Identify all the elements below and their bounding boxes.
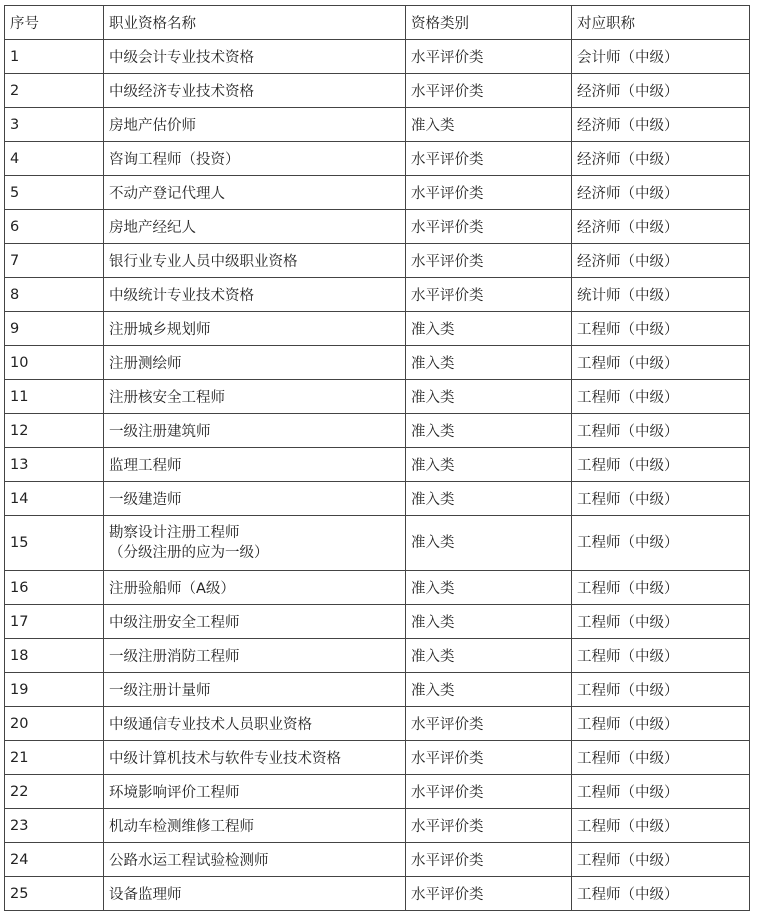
cell-name: 环境影响评价工程师	[104, 775, 406, 809]
cell-category: 准入类	[406, 605, 572, 639]
cell-name: 中级计算机技术与软件专业技术资格	[104, 741, 406, 775]
cell-name: 一级注册建筑师	[104, 414, 406, 448]
table-row	[5, 210, 750, 244]
cell-no: 3	[5, 108, 104, 142]
header-row	[5, 6, 750, 40]
cell-title: 经济师（中级）	[572, 210, 750, 244]
cell-name	[104, 516, 406, 571]
cell-title: 工程师（中级）	[572, 380, 750, 414]
cell-title: 工程师（中级）	[572, 414, 750, 448]
cell-name: 中级注册安全工程师	[104, 605, 406, 639]
cell-no: 1	[5, 40, 104, 74]
cell-no: 22	[5, 775, 104, 809]
cell-title: 工程师（中级）	[572, 448, 750, 482]
cell-category: 水平评价类	[406, 809, 572, 843]
cell-no: 24	[5, 843, 104, 877]
table-row	[5, 639, 750, 673]
table-row	[5, 448, 750, 482]
cell-category: 准入类	[406, 639, 572, 673]
cell-name: 注册测绘师	[104, 346, 406, 380]
cell-no: 9	[5, 312, 104, 346]
cell-name: 一级注册消防工程师	[104, 639, 406, 673]
cell-category: 水平评价类	[406, 843, 572, 877]
cell-name: 注册验船师（A级）	[104, 571, 406, 605]
table-row	[5, 843, 750, 877]
table-row	[5, 516, 750, 571]
table-row	[5, 775, 750, 809]
cell-name: 中级统计专业技术资格	[104, 278, 406, 312]
cell-title: 工程师（中级）	[572, 482, 750, 516]
table-row	[5, 673, 750, 707]
cell-no: 11	[5, 380, 104, 414]
cell-name: 注册核安全工程师	[104, 380, 406, 414]
cell-category: 水平评价类	[406, 877, 572, 911]
cell-name-line2: （分级注册的应为一级）	[109, 545, 269, 561]
cell-title: 工程师（中级）	[572, 516, 750, 571]
cell-name: 中级通信专业技术人员职业资格	[104, 707, 406, 741]
cell-category: 准入类	[406, 482, 572, 516]
table-body	[5, 40, 750, 911]
cell-title: 工程师（中级）	[572, 346, 750, 380]
cell-title: 工程师（中级）	[572, 571, 750, 605]
cell-no: 14	[5, 482, 104, 516]
table-row	[5, 707, 750, 741]
cell-no: 5	[5, 176, 104, 210]
cell-category: 准入类	[406, 516, 572, 571]
header-title: 对应职称	[572, 6, 750, 40]
cell-no: 25	[5, 877, 104, 911]
cell-title: 工程师（中级）	[572, 809, 750, 843]
cell-name: 一级建造师	[104, 482, 406, 516]
table-row	[5, 74, 750, 108]
table-row	[5, 482, 750, 516]
cell-name: 房地产估价师	[104, 108, 406, 142]
cell-name: 公路水运工程试验检测师	[104, 843, 406, 877]
cell-title: 工程师（中级）	[572, 877, 750, 911]
cell-name: 注册城乡规划师	[104, 312, 406, 346]
cell-title: 会计师（中级）	[572, 40, 750, 74]
table-row	[5, 877, 750, 911]
cell-name: 房地产经纪人	[104, 210, 406, 244]
cell-category: 准入类	[406, 673, 572, 707]
table-row	[5, 142, 750, 176]
cell-title: 工程师（中级）	[572, 639, 750, 673]
cell-no: 13	[5, 448, 104, 482]
cell-category: 准入类	[406, 312, 572, 346]
header-no: 序号	[5, 6, 104, 40]
cell-no: 7	[5, 244, 104, 278]
cell-category: 准入类	[406, 346, 572, 380]
cell-no: 18	[5, 639, 104, 673]
table-row	[5, 244, 750, 278]
cell-title: 工程师（中级）	[572, 775, 750, 809]
cell-no: 12	[5, 414, 104, 448]
cell-name: 中级经济专业技术资格	[104, 74, 406, 108]
cell-category: 水平评价类	[406, 142, 572, 176]
cell-title: 经济师（中级）	[572, 142, 750, 176]
cell-name: 中级会计专业技术资格	[104, 40, 406, 74]
table-row	[5, 605, 750, 639]
cell-category: 水平评价类	[406, 278, 572, 312]
cell-no: 4	[5, 142, 104, 176]
cell-title: 工程师（中级）	[572, 707, 750, 741]
cell-name: 监理工程师	[104, 448, 406, 482]
cell-name: 咨询工程师（投资）	[104, 142, 406, 176]
cell-category: 准入类	[406, 414, 572, 448]
cell-no: 19	[5, 673, 104, 707]
cell-category: 准入类	[406, 380, 572, 414]
table-row	[5, 312, 750, 346]
header-category: 资格类别	[406, 6, 572, 40]
table-row	[5, 176, 750, 210]
cell-category: 准入类	[406, 108, 572, 142]
cell-category: 准入类	[406, 448, 572, 482]
cell-name-line1: 勘察设计注册工程师	[109, 525, 240, 541]
cell-category: 水平评价类	[406, 775, 572, 809]
cell-no: 8	[5, 278, 104, 312]
cell-title: 经济师（中级）	[572, 108, 750, 142]
cell-category: 水平评价类	[406, 741, 572, 775]
cell-no: 15	[5, 516, 104, 571]
table-row	[5, 278, 750, 312]
cell-title: 经济师（中级）	[572, 244, 750, 278]
table-row	[5, 414, 750, 448]
table-row	[5, 380, 750, 414]
cell-title: 工程师（中级）	[572, 741, 750, 775]
cell-no: 23	[5, 809, 104, 843]
cell-title: 统计师（中级）	[572, 278, 750, 312]
cell-category: 水平评价类	[406, 210, 572, 244]
cell-no: 2	[5, 74, 104, 108]
cell-no: 10	[5, 346, 104, 380]
cell-no: 21	[5, 741, 104, 775]
cell-name: 一级注册计量师	[104, 673, 406, 707]
cell-category: 水平评价类	[406, 176, 572, 210]
cell-no: 17	[5, 605, 104, 639]
cell-name: 设备监理师	[104, 877, 406, 911]
cell-title: 工程师（中级）	[572, 312, 750, 346]
cell-title: 经济师（中级）	[572, 176, 750, 210]
cell-category: 准入类	[406, 571, 572, 605]
cell-no: 16	[5, 571, 104, 605]
cell-name: 机动车检测维修工程师	[104, 809, 406, 843]
cell-category: 水平评价类	[406, 707, 572, 741]
table-row	[5, 571, 750, 605]
cell-name: 银行业专业人员中级职业资格	[104, 244, 406, 278]
table-row	[5, 108, 750, 142]
cell-no: 6	[5, 210, 104, 244]
cell-title: 经济师（中级）	[572, 74, 750, 108]
cell-category: 水平评价类	[406, 244, 572, 278]
cell-title: 工程师（中级）	[572, 843, 750, 877]
header-name: 职业资格名称	[104, 6, 406, 40]
cell-no: 20	[5, 707, 104, 741]
qualification-table	[4, 5, 750, 911]
cell-title: 工程师（中级）	[572, 673, 750, 707]
cell-name: 不动产登记代理人	[104, 176, 406, 210]
table-row	[5, 809, 750, 843]
cell-category: 水平评价类	[406, 40, 572, 74]
cell-category: 水平评价类	[406, 74, 572, 108]
table-row	[5, 741, 750, 775]
table-row	[5, 346, 750, 380]
table-row	[5, 40, 750, 74]
cell-title: 工程师（中级）	[572, 605, 750, 639]
